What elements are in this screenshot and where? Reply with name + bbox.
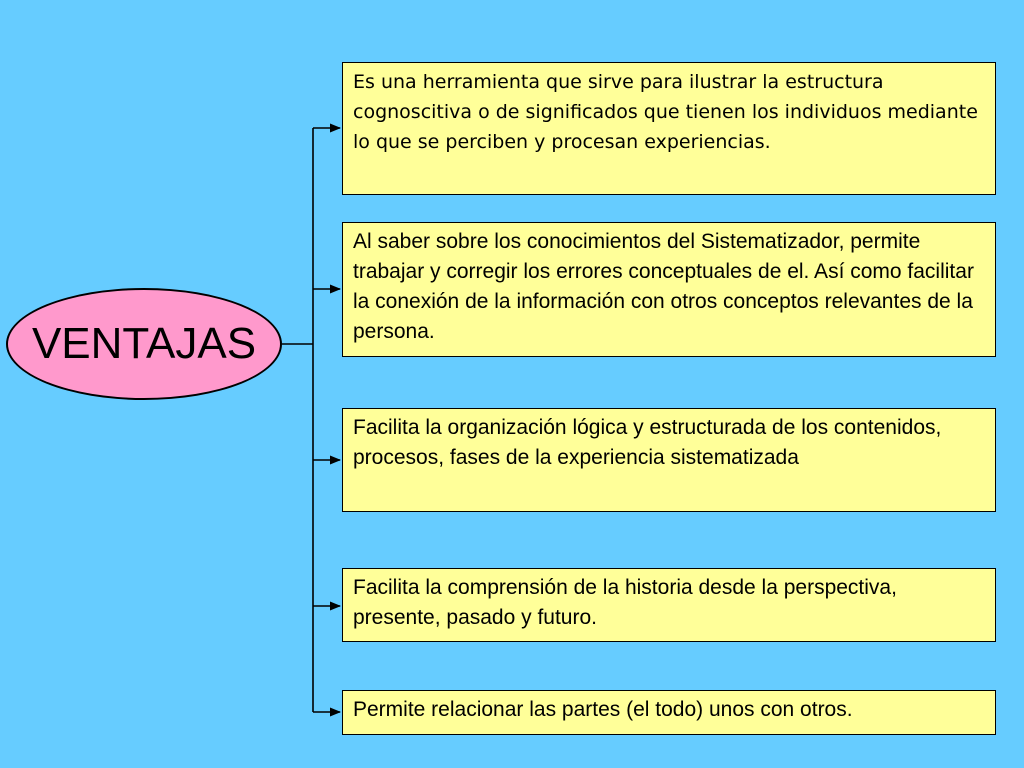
- item-box-4: [342, 568, 996, 642]
- central-node-label: VENTAJAS: [31, 319, 257, 368]
- item-box-2: [342, 222, 996, 357]
- item-text-3: Facilita la organización lógica y estructurada de los contenidos, procesos, fases de la experiencia sistematizada: [353, 416, 942, 469]
- item-text-4: Facilita la comprensión de la historia desde la perspectiva, presente, pasado y futuro.: [353, 576, 897, 629]
- item-text-1: Es una herramienta que sirve para ilustrar la estructura cognoscitiva o de significados que tienen los individuos mediante lo que se perciben y procesan experiencias.: [353, 71, 978, 153]
- item-box-1: [342, 62, 996, 195]
- item-text-5: Permite relacionar las partes (el todo) unos con otros.: [353, 698, 853, 721]
- item-text-2: Al saber sobre los conocimientos del Sistematizador, permite trabajar y corregir los errores conceptuales de el. Así como facilitar la conexión de la información con otros conceptos relevantes de la persona.: [353, 230, 974, 343]
- central-node-ventajas: [6, 288, 282, 400]
- item-box-5: [342, 690, 996, 735]
- item-box-3: [342, 408, 996, 512]
